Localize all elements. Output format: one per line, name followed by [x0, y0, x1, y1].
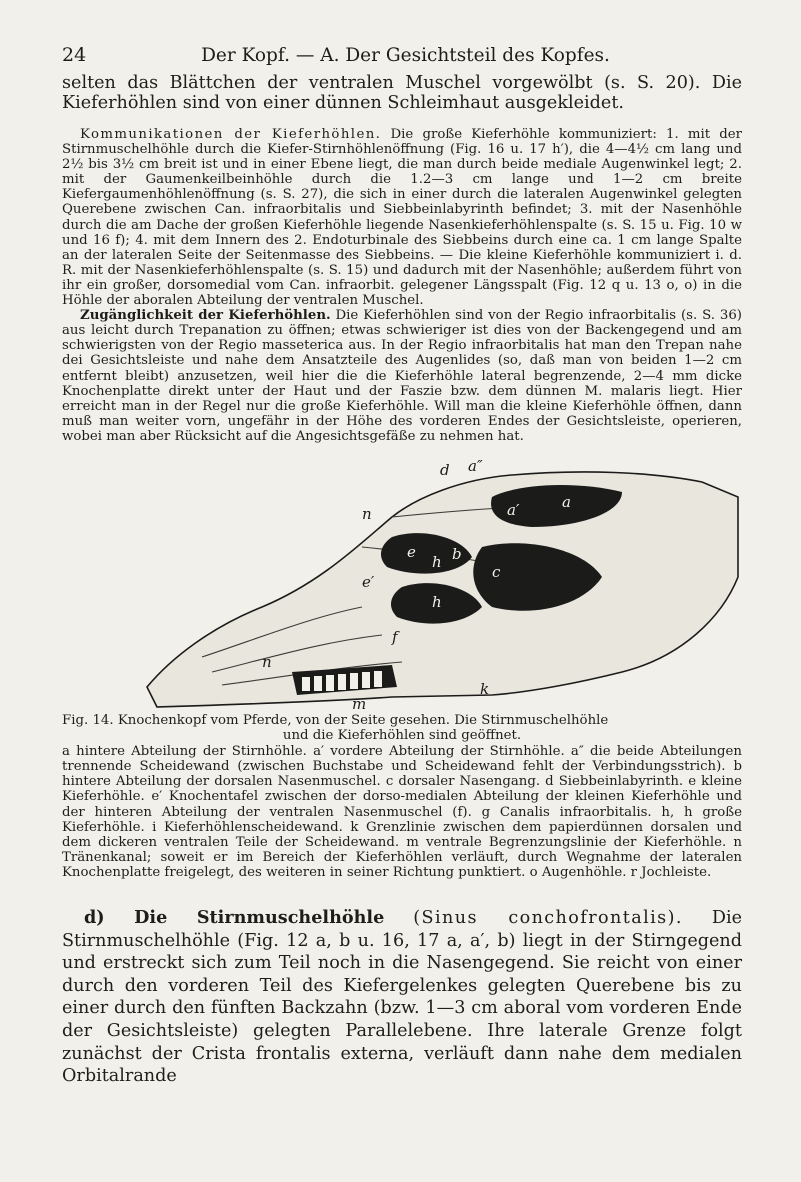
- caption-title: Fig. 14. Knochenkopf vom Pferde, von der Seite gesehen. Die Stirnmuschelhöhle: [62, 713, 609, 728]
- small-print-block: [62, 127, 742, 444]
- figure-label: c: [492, 563, 501, 581]
- figure-label: e: [407, 543, 416, 561]
- section-d-body: Die Stirnmuschelhöhle (Fig. 12 a, b u. 16, 17 a, a′, b) liegt in der Stirngegend und erstreckt sich zum Teil noch in die Nasengegend. Sie reicht von einer durch den vorderen Teil des Kiefergelenkes gelegten Querebene bis zu einer durch den fünften Backzahn (bzw. 1—3 cm aboral vom vorderen Ende der Gesichtsleiste) gelegten Parallelebene. Ihre laterale Grenze folgt zunächst der Crista frontalis externa, verläuft dann nahe dem medialen Orbitalrande: [62, 908, 742, 1087]
- section-d-latin: (Sinus conchofrontalis).: [413, 908, 683, 928]
- communications-body: Die große Kieferhöhle kommuniziert: 1. mit der Stirnmuschelhöhle durch die Kiefer-Stirnhöhlenöffnung (Fig. 16 u. 17 h′), die 4—4½ cm lang und 2½ bis 3½ cm breit ist und in einer Ebene liegt, die man durch beide mediale Augenwinkel legt; 2. mit der Gaumenkeilbeinhöhle durch die 1.2—3 cm lange und 1—2 cm breite Kiefergaumenhöhlenöffnung (s. S. 27), die sich in einer durch die lateralen Augenwinkel gelegten Querebene zwischen Can. infraorbitalis und Siebbeinlabyrinth befindet; 3. mit der Nasenhöhle durch die am Dache der großen Kieferhöhle liegende Nasenkieferhöhlenspalte (s. S. 15 u. Fig. 10 w und 16 f); 4. mit dem Innern des 2. Endoturbinale des Siebbeins durch eine ca. 1 cm lange Spalte an der lateralen Seite der Seitenmasse des Siebbeins. — Die kleine Kieferhöhle kommuniziert i. d. R. mit der Nasenkieferhöhlenspalte (s. S. 15) und dadurch mit der Nasenhöhle; außerdem führt von ihr ein großer, dorsomedial vom Can. infraorbit. gelegener Längsspalt (Fig. 12 q u. 13 o, o) in die Höhle der aboralen Abteilung der ventralen Muschel.: [62, 127, 743, 309]
- figure-label: a′: [507, 501, 520, 519]
- section-d-heading: d) Die Stirnmuschelhöhle: [84, 907, 385, 928]
- page-header-title: Der Kopf. — A. Der Gesichtsteil des Kopfes.: [201, 45, 610, 66]
- caption-legend: a hintere Abteilung der Stirnhöhle. a′ vordere Abteilung der Stirnhöhle. a″ die beide Abteilungen trennende Scheidewand (zwischen Buchstabe und Scheidewand fehlt der Verbindungsstrich). b hintere Abteilung der dorsalen Nasenmuschel. c dorsaler Nasengang. d Siebbeinlabyrinth. e kleine Kieferhöhle. e′ Knochentafel zwischen der dorso-medialen Abteilung der kleinen Kieferhöhle und der hinteren Abteilung der ventralen Nasenmuschel (f). g Canalis infraorbitalis. h, h große Kieferhöhle. i Kieferhöhlenscheidewand. k Grenzlinie zwischen dem papierdünnen dorsalen und dem dickeren ventralen Teile der Scheidewand. m ventrale Begrenzungslinie der Kieferhöhle. n Tränenkanal; soweit er im Bereich der Kieferhöhlen verläuft, durch Wegnahme der lateralen Knochenplatte freigelegt, des weiteren in seiner Richtung punktiert. o Augenhöhle. r Jochleiste.: [62, 744, 742, 880]
- figure-label: b: [452, 545, 462, 563]
- figure-label: a: [562, 493, 571, 511]
- skull-illustration: [62, 457, 742, 712]
- communications-heading: Kommunikationen der Kieferhöhlen.: [80, 127, 382, 142]
- section-d: [62, 907, 742, 1088]
- figure-label: n: [262, 653, 272, 671]
- figure-label: h: [432, 553, 442, 571]
- section-d-paragraph: [62, 907, 742, 1088]
- running-head: [62, 44, 731, 70]
- figure-label: a″: [468, 457, 483, 475]
- access-body: Die Kieferhöhlen sind von der Regio infraorbitalis (s. S. 36) aus leicht durch Trepanation zu öffnen; etwas schwieriger ist dies von der Backengegend und am schwierigsten von der Regio masseterica aus. In der Regio infraorbitalis hat man den Trepan nahe dei Gesichtsleiste und nahe dem Ansatzteile des Augenlides (so, daß man von beiden 1—2 cm entfernt bleibt) anzusetzen, weil hier die die Kieferhöhle lateral begrenzende, 2—4 mm dicke Knochenplatte direkt unter der Haut und der Faszie bzw. dem dünnen M. malaris liegt. Hier erreicht man in der Regel nur die große Kieferhöhle. Will man die kleine Kieferhöhle öffnen, dann muß man weiter vorn, ungefähr in der Höhe des vorderen Endes der Gesichtsleiste, operieren, wobei man aber Rücksicht auf die Angesichtsgefäße zu nehmen hat.: [62, 308, 742, 444]
- figure-label: k: [480, 680, 490, 698]
- horse-skull-figure: [62, 457, 742, 712]
- intro-paragraph: [62, 73, 742, 113]
- figure-label: f: [392, 628, 398, 646]
- access-paragraph: [62, 308, 742, 444]
- figure-caption: [62, 713, 742, 880]
- caption-subtitle: und die Kieferhöhlen sind geöffnet.: [282, 728, 522, 744]
- page-number: 24: [62, 44, 87, 66]
- figure-label: e′: [362, 573, 375, 591]
- figure-label: m: [352, 695, 367, 712]
- access-heading: Zugänglichkeit der Kieferhöhlen.: [80, 308, 331, 324]
- figure-label: h: [432, 593, 442, 611]
- intro-text: selten das Blättchen der ventralen Muschel vorgewölbt (s. S. 20). Die Kieferhöhlen sind von einer dünnen Schleimhaut ausgekleidet.: [62, 73, 742, 113]
- figure-label: d: [440, 461, 450, 479]
- communications-paragraph: [62, 127, 742, 308]
- figure-label: n: [362, 505, 372, 523]
